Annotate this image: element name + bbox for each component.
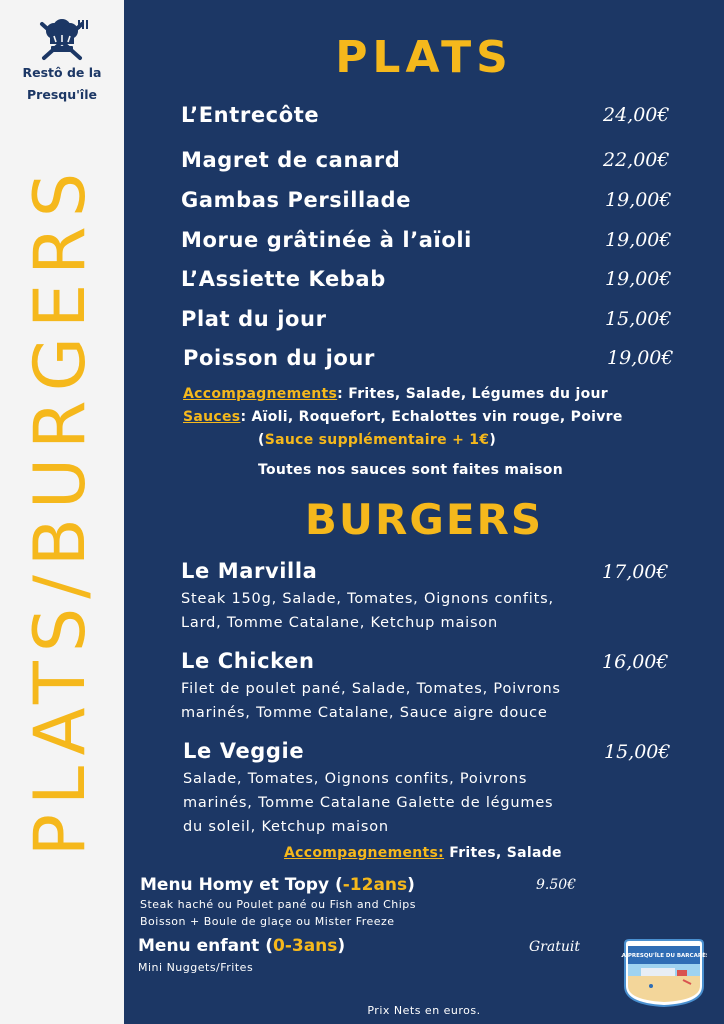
footer-note: Prix Nets en euros. (367, 1004, 481, 1017)
plats-title: PLATS (335, 32, 513, 83)
accompagnements-text: : Frites, Salade, Légumes du jour (337, 386, 608, 402)
dish-price: 19,00€ (605, 189, 672, 211)
dish-name: L’Assiette Kebab (181, 267, 386, 291)
burger-price: 16,00€ (602, 651, 669, 673)
sauces-maison-note: Toutes nos sauces sont faites maison (258, 462, 563, 478)
beach-badge-icon (621, 938, 707, 1008)
burger-name: Le Chicken (181, 649, 315, 673)
vertical-section-title: PLATS/BURGERS (19, 163, 101, 857)
dish-price: 19,00€ (607, 347, 674, 369)
sauces-text: : Aïoli, Roquefort, Echalottes vin rouge, Poivre (240, 409, 623, 425)
accompagnements-label: Accompagnements: (284, 845, 445, 861)
burger-description: Salade, Tomates, Oignons confits, Poivrons marinés, Tomme Catalane Galette de légumes du soleil, Ketchup maison (183, 771, 554, 835)
dish-price: 24,00€ (603, 104, 670, 126)
dish-price: 22,00€ (603, 149, 670, 171)
menu-enfant-title: Menu enfant (0-3ans) (138, 936, 346, 956)
menu-enfant-description: Mini Nuggets/Frites (138, 961, 254, 974)
plats-sauces (183, 409, 623, 425)
logo-text: Restô de la Presqu'île (22, 65, 102, 102)
restaurant-logo (10, 18, 114, 106)
barcares-badge-logo (621, 938, 707, 1012)
accompagnements-label: Accompagnements (183, 386, 338, 402)
menu-panel (124, 0, 724, 1024)
burger-description: Filet de poulet pané, Salade, Tomates, Poivrons marinés, Tomme Catalane, Sauce aigre douce (181, 681, 561, 721)
svg-text:LA PRESQU'ÎLE DU BARCARÈS: LA PRESQU'ÎLE DU BARCARÈS (621, 953, 707, 959)
dish-name: Poisson du jour (183, 346, 375, 370)
sidebar (0, 0, 124, 1024)
menu-homy-price: 9.50€ (536, 877, 577, 893)
dish-name: Morue grâtinée à l’aïoli (181, 228, 472, 252)
dish-price: 19,00€ (605, 229, 672, 251)
burgers-accompagnements (284, 845, 562, 861)
sauce-supplement: (Sauce supplémentaire + 1€) (258, 432, 497, 448)
accompagnements-text: Frites, Salade (444, 845, 562, 861)
menu-homy-description: Steak haché ou Poulet pané ou Fish and Chips Boisson + Boule de glaçe ou Mister Freeze (140, 898, 416, 928)
dish-price: 15,00€ (605, 308, 672, 330)
burger-price: 17,00€ (602, 561, 669, 583)
dish-price: 19,00€ (605, 268, 672, 290)
burger-name: Le Veggie (183, 739, 305, 763)
plats-accompagnements (183, 386, 608, 402)
dish-name: Plat du jour (181, 307, 327, 331)
dish-name: Gambas Persillade (181, 188, 412, 212)
chef-hat-icon (34, 18, 90, 62)
menu-homy-title: Menu Homy et Topy (-12ans) (140, 875, 415, 895)
burger-description: Steak 150g, Salade, Tomates, Oignons confits, Lard, Tomme Catalane, Ketchup maison (181, 591, 554, 631)
dish-name: Magret de canard (181, 148, 401, 172)
burger-price: 15,00€ (604, 741, 671, 763)
burgers-title: BURGERS (304, 495, 544, 544)
sauces-label: Sauces (183, 409, 241, 425)
menu-enfant-price: Gratuit (529, 939, 580, 955)
sauce-supplement-text: Sauce supplémentaire + 1€ (264, 432, 490, 448)
burger-name: Le Marvilla (181, 559, 318, 583)
dish-name: L’Entrecôte (181, 103, 320, 127)
